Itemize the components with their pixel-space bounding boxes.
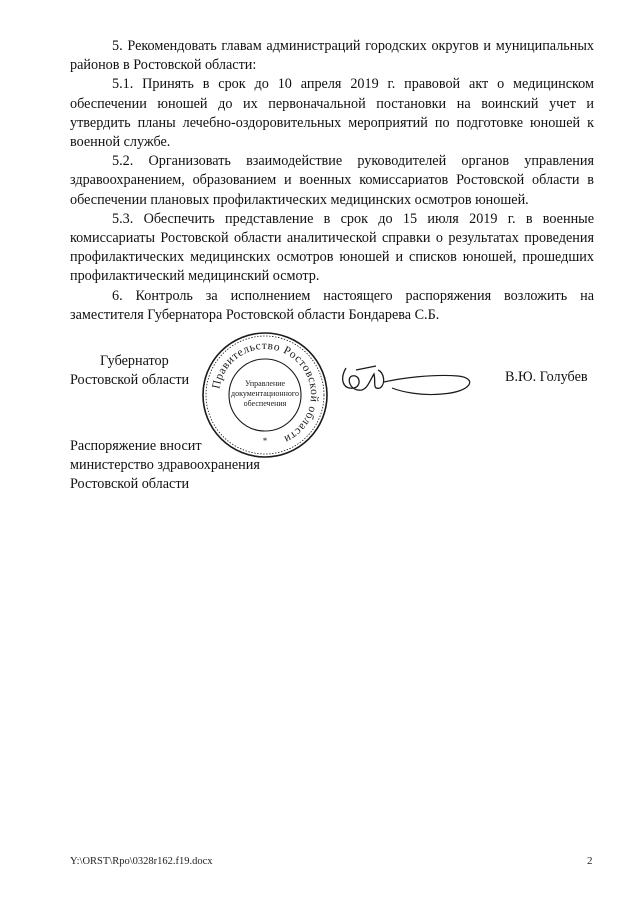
paragraph-5-2: 5.2. Организовать взаимодействие руководителей органов управления здравоохранением, образованием и военных комиссариатов Ростовской области в обеспечении плановых профилактических медицинских осмотров юношей. (70, 153, 594, 208)
governor-title (70, 352, 189, 390)
paragraph-5: 5. Рекомендовать главам администраций городских округов и муниципальных районов в Ростовской области: (70, 38, 594, 74)
signature-block (0, 330, 640, 450)
signer-name: В.Ю. Голубев (505, 369, 588, 385)
paragraph-5-1: 5.1. Принять в срок до 10 апреля 2019 г. правовой акт о медицинском обеспечении юношей до их первоначальной постановки на воинский учет и утвердить планы лечебно-оздоровительных мероприятий по подготовке юношей к военной службе. (70, 76, 594, 151)
order-body (70, 37, 594, 325)
paragraph-5-3: 5.3. Обеспечить представление в срок до 15 июля 2019 г. в военные комиссариаты Ростовской области аналитической справки о результатах проведения профилактических медицинских осмотров юношей и списков юношей, прошедших профилактический медицинский осмотр. (70, 210, 594, 285)
seal-ring-textpath: Правительство Ростовской области (210, 339, 321, 446)
seal-center-line2: документационного (231, 389, 299, 398)
seal-star: * (262, 436, 268, 446)
footer-file-path: Y:\ORST\Rpo\0328r162.f19.docx (70, 856, 213, 867)
submitter-line1: Распоряжение вносит (70, 438, 202, 454)
submitter-note (70, 437, 260, 495)
submitter-line2: министерство здравоохранения (70, 457, 260, 474)
paragraph-6: 6. Контроль за исполнением настоящего распоряжения возложить на заместителя Губернатора Ростовской области Бондарева С.Б. (70, 287, 594, 323)
seal-center-line3: обеспечения (243, 399, 287, 408)
submitter-line3: Ростовской области (70, 476, 190, 493)
governor-title-line1: Губернатор (100, 353, 169, 369)
page-number: 2 (587, 855, 593, 867)
governor-title-line2: Ростовской области (70, 372, 190, 389)
handwritten-signature (332, 352, 482, 402)
seal-center-line1: Управление (244, 379, 286, 388)
